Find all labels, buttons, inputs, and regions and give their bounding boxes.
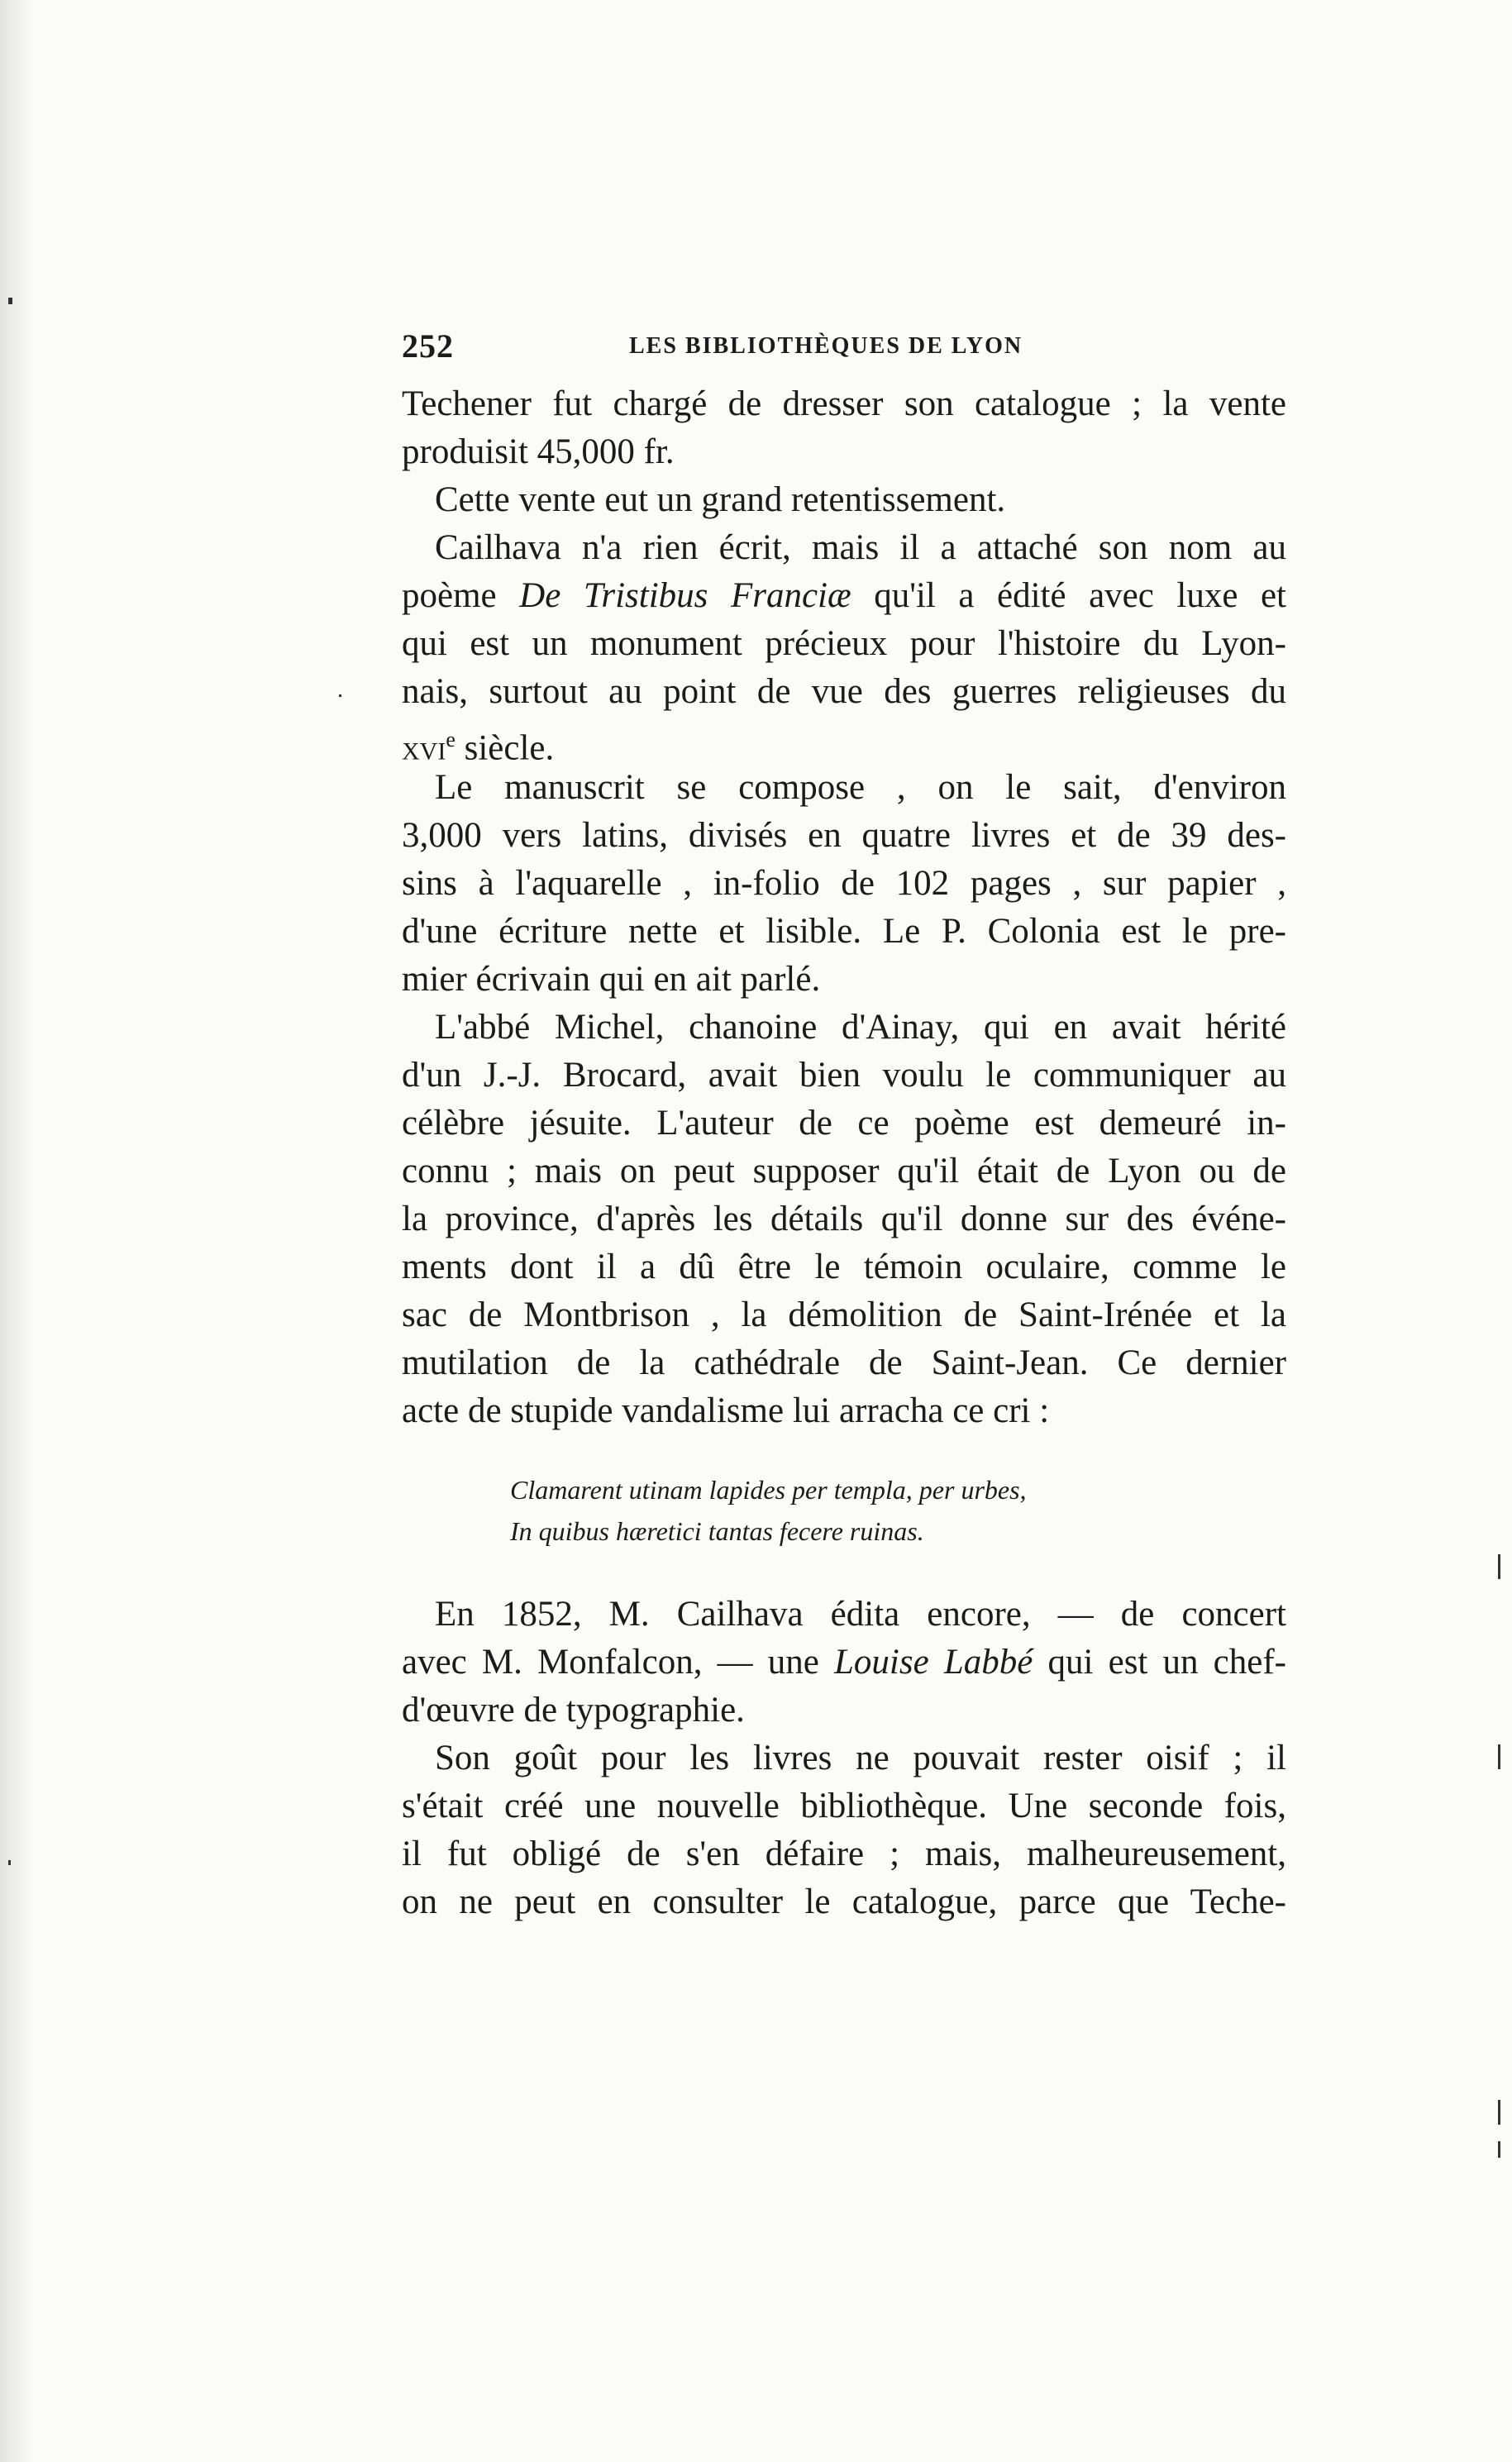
- text-line: célèbre jésuite. L'auteur de ce poème est demeuré in-: [402, 1104, 1286, 1143]
- latin-verse: [510, 1469, 1155, 1552]
- text-line: d'un J.-J. Brocard, avait bien voulu le communiquer au: [402, 1056, 1286, 1095]
- text-line: En 1852, M. Cailhava édita encore, — de concert: [435, 1595, 1286, 1634]
- text-line: Le manuscrit se compose , on le sait, d'environ: [435, 768, 1286, 807]
- text-line: Cette vente eut un grand retentissement.: [435, 480, 1006, 519]
- main-text-continued: [402, 1591, 1286, 1926]
- verse-line: Clamarent utinam lapides per templa, per urbes,: [510, 1475, 1027, 1505]
- scan-speck: [339, 694, 341, 697]
- text-line: produisit 45,000 fr.: [402, 432, 675, 471]
- text-line: qui est un monument précieux pour l'histoire du Lyon-: [402, 624, 1286, 663]
- poem-title: De Tristibus Franciæ: [519, 576, 851, 615]
- scan-line: [1498, 2141, 1500, 2158]
- text-line-with-title: [402, 1639, 1286, 1687]
- scan-speck: [8, 1860, 11, 1865]
- page-number: 252: [402, 327, 454, 365]
- text-line: sins à l'aquarelle , in-folio de 102 pages , sur papier ,: [402, 864, 1286, 903]
- running-head: LES BIBLIOTHÈQUES DE LYON: [629, 333, 1023, 359]
- text-line: acte de stupide vandalisme lui arracha ce cri :: [402, 1391, 1050, 1430]
- text-line: Techener fut chargé de dresser son catalogue ; la vente: [402, 384, 1286, 423]
- scan-line: [1498, 1744, 1500, 1769]
- text-line: Son goût pour les livres ne pouvait rester oisif ; il: [435, 1739, 1286, 1777]
- text-fragment: qu'il a édité avec luxe et: [851, 576, 1286, 615]
- text-line: d'une écriture nette et lisible. Le P. Colonia est le pre-: [402, 912, 1286, 951]
- text-line-with-title: [402, 572, 1286, 620]
- century-superscript: e: [446, 728, 456, 751]
- text-line: on ne peut en consulter le catalogue, parce que Teche-: [402, 1882, 1286, 1921]
- main-text: [402, 380, 1286, 1435]
- text-line: il fut obligé de s'en défaire ; mais, malheureusement,: [402, 1835, 1286, 1873]
- scan-line: [1498, 1554, 1500, 1579]
- text-line: 3,000 vers latins, divisés en quatre livres et de 39 des-: [402, 816, 1286, 855]
- scan-speck: [8, 298, 12, 304]
- text-line: sac de Montbrison , la démolition de Saint-Irénée et la: [402, 1295, 1286, 1334]
- page-header: [402, 327, 1278, 368]
- verse-line: In quibus hæretici tantas fecere ruinas.: [510, 1516, 924, 1546]
- text-line: Cailhava n'a rien écrit, mais il a attaché son nom au: [435, 528, 1286, 567]
- scan-line: [1498, 2100, 1500, 2125]
- text-fragment: avec M. Monfalcon, — une: [402, 1643, 835, 1682]
- text-line-century: [402, 716, 1286, 768]
- text-fragment: siècle.: [455, 728, 555, 768]
- work-title: Louise Labbé: [834, 1643, 1033, 1682]
- text-line: d'œuvre de typographie.: [402, 1691, 745, 1730]
- text-line: mier écrivain qui en ait parlé.: [402, 960, 821, 999]
- text-line: la province, d'après les détails qu'il donne sur des événe-: [402, 1200, 1286, 1238]
- text-line: L'abbé Michel, chanoine d'Ainay, qui en avait hérité: [435, 1008, 1286, 1047]
- text-line: mutilation de la cathédrale de Saint-Jean. Ce dernier: [402, 1343, 1286, 1382]
- text-fragment: poème: [402, 576, 520, 615]
- text-line: connu ; mais on peut supposer qu'il était de Lyon ou de: [402, 1152, 1286, 1190]
- text-line: ments dont il a dû être le témoin oculaire, comme le: [402, 1248, 1286, 1286]
- page-edge-shadow: [0, 0, 33, 2462]
- text-fragment: qui est un chef-: [1033, 1643, 1286, 1682]
- text-line: nais, surtout au point de vue des guerres religieuses du: [402, 672, 1286, 711]
- text-line: s'était créé une nouvelle bibliothèque. Une seconde fois,: [402, 1787, 1286, 1825]
- century-numeral: xvi: [402, 728, 446, 768]
